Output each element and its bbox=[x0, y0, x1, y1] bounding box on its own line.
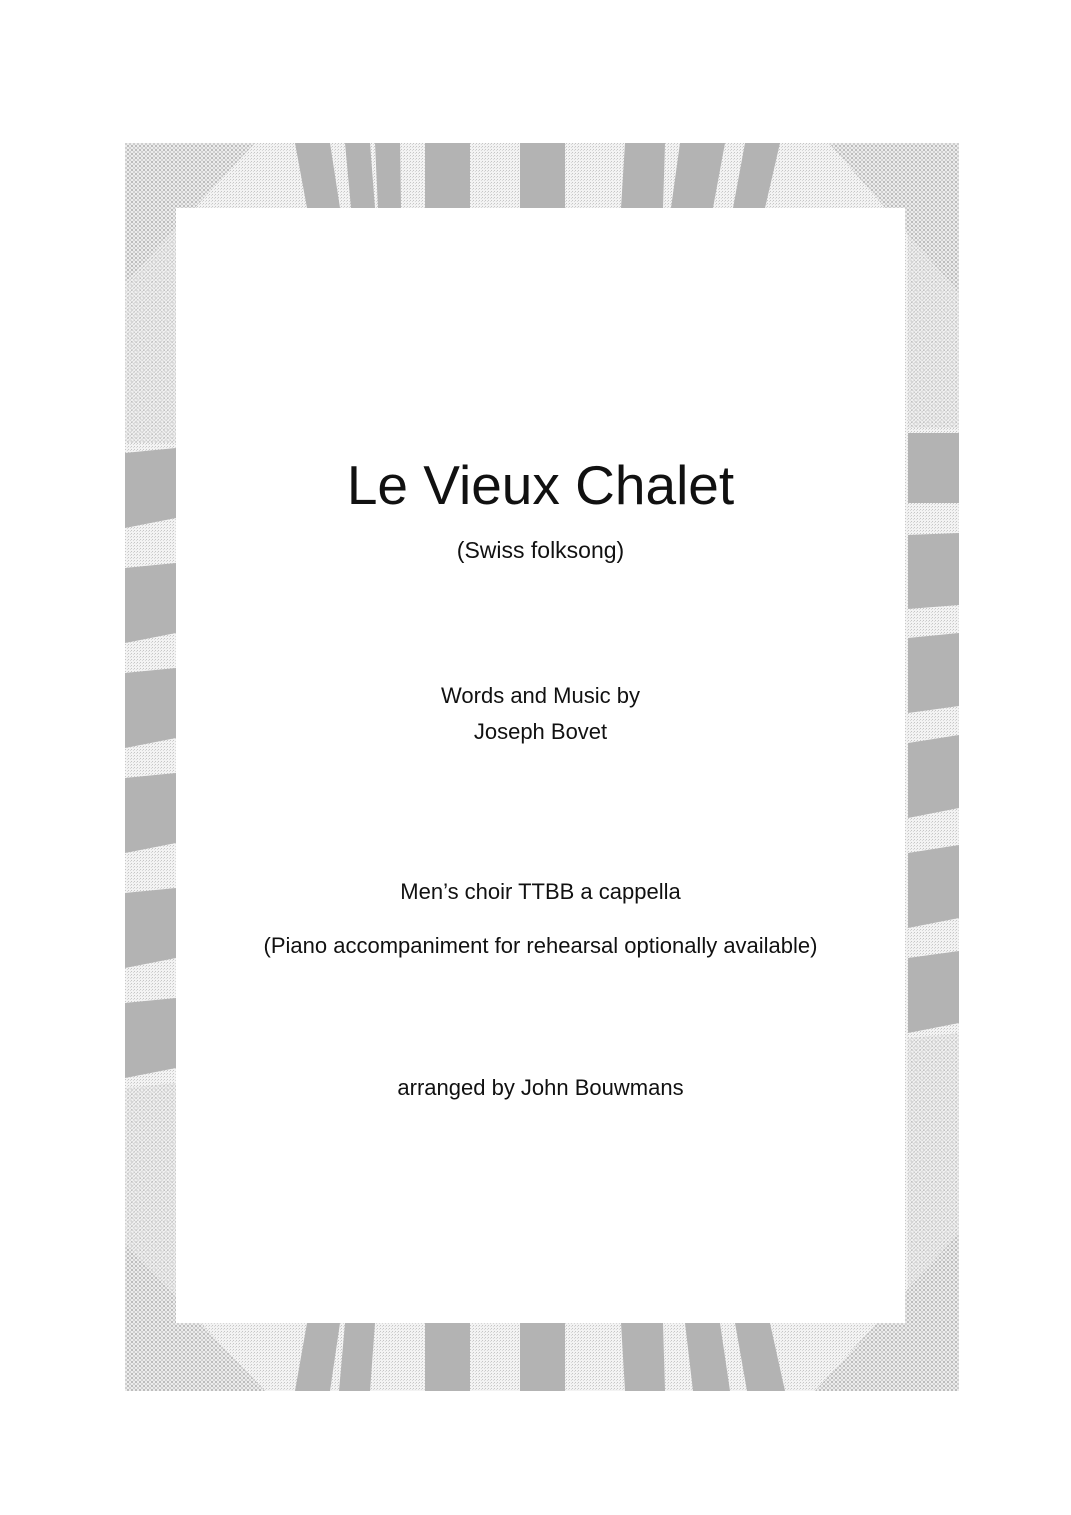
composer-name: Joseph Bovet bbox=[473, 719, 608, 744]
arranger-credit: arranged by John Bouwmans bbox=[397, 1075, 684, 1100]
voicing-text: Men’s choir TTBB a cappella bbox=[400, 879, 681, 904]
song-subtitle: (Swiss folksong) bbox=[456, 537, 625, 563]
credits-label: Words and Music by bbox=[441, 683, 640, 708]
song-title: Le Vieux Chalet bbox=[346, 454, 735, 516]
cover-content bbox=[176, 208, 905, 1323]
accompaniment-note: (Piano accompaniment for rehearsal optionally available) bbox=[263, 933, 818, 958]
